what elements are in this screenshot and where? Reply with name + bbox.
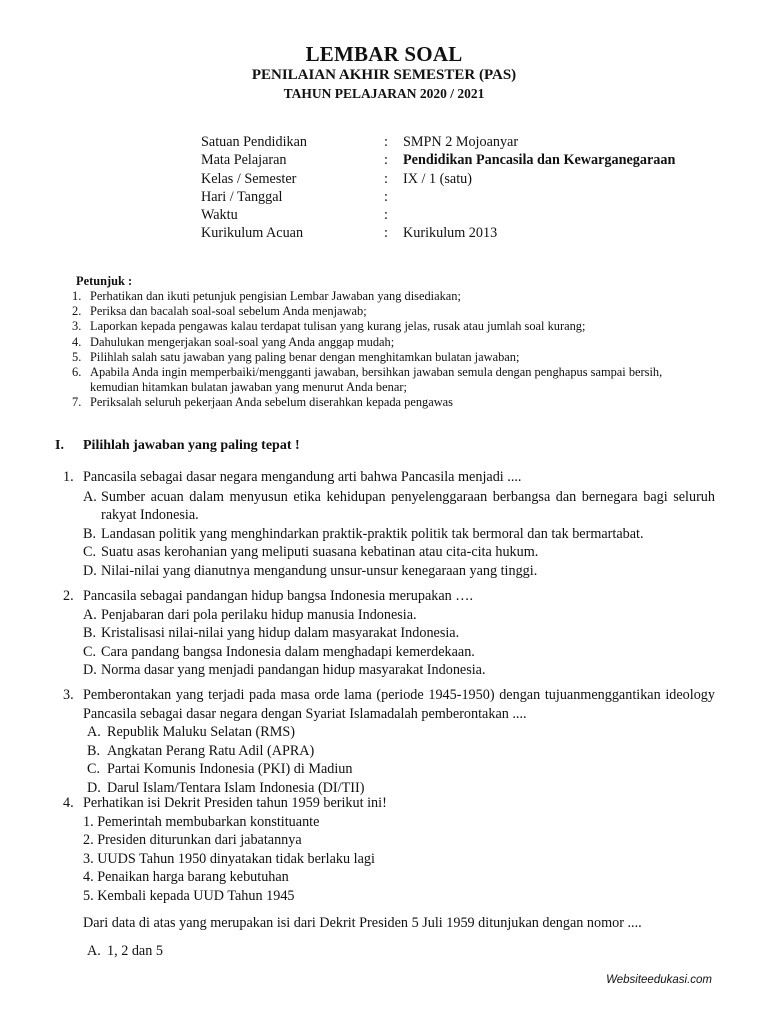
question-stem: 2. Pancasila sebagai pandangan hidup bangsa Indonesia merupakan …. bbox=[63, 588, 474, 604]
info-value: Kurikulum 2013 bbox=[403, 225, 498, 242]
list-item: 2. Presiden diturunkan dari jabatannya bbox=[83, 832, 302, 849]
question-stem: 1. Pancasila sebagai dasar negara mengandung arti bahwa Pancasila menjadi .... bbox=[63, 469, 522, 485]
list-item: 3. UUDS Tahun 1950 dinyatakan tidak berlaku lagi bbox=[83, 850, 375, 867]
question-stem: 3. Pemberontakan yang terjadi pada masa orde lama (periode 1945-1950) dengan tujuanmenggantikan ideology Pancasila sebagai dasar negara dengan Syariat Islamadalah pemberontakan .... bbox=[63, 687, 715, 722]
instructions-heading: Petunjuk : bbox=[76, 274, 133, 288]
instruction-item: 2. Periksa dan bacalah soal-soal sebelum Anda menjawab; bbox=[72, 304, 367, 319]
exam-info-table bbox=[201, 133, 741, 243]
question-prompt: Dari data di atas yang merupakan isi dari Dekrit Presiden 5 Juli 1959 ditunjukan dengan nomor .... bbox=[83, 914, 642, 931]
info-row-curriculum bbox=[201, 224, 741, 242]
question-2 bbox=[63, 587, 715, 680]
answer-option[interactable]: A. Penjabaran dari pola perilaku hidup manusia Indonesia. bbox=[83, 606, 417, 623]
section-numeral: I. bbox=[55, 438, 64, 453]
info-value: IX / 1 (satu) bbox=[403, 170, 472, 187]
info-colon: : bbox=[384, 188, 388, 205]
list-item: 4. Penaikan harga barang kebutuhan bbox=[83, 869, 289, 886]
info-value: SMPN 2 Mojoanyar bbox=[403, 134, 519, 150]
document-subtitle: PENILAIAN AKHIR SEMESTER (PAS) bbox=[251, 67, 517, 83]
section-heading bbox=[55, 438, 300, 454]
info-row-subject bbox=[201, 151, 741, 169]
question-stem: 4. Perhatikan isi Dekrit Presiden tahun 1959 berikut ini! bbox=[63, 795, 387, 811]
info-value: Pendidikan Pancasila dan Kewarganegaraan bbox=[403, 152, 676, 169]
instructions bbox=[70, 273, 730, 411]
answer-option[interactable]: C. Cara pandang bangsa Indonesia dalam menghadapi kemerdekaan. bbox=[83, 643, 475, 660]
instruction-item: 5. Pilihlah salah satu jawaban yang paling benar dengan menghitamkan bulatan jawaban; bbox=[72, 349, 520, 364]
info-label: Hari / Tanggal bbox=[201, 188, 283, 205]
instruction-item: 4. Dahulukan mengerjakan soal-soal yang Anda anggap mudah; bbox=[72, 334, 395, 349]
section-title: Pilihlah jawaban yang paling tepat ! bbox=[83, 438, 300, 453]
info-label: Waktu bbox=[201, 207, 238, 224]
academic-year: TAHUN PELAJARAN 2020 / 2021 bbox=[283, 86, 485, 101]
info-label: Mata Pelajaran bbox=[201, 152, 287, 169]
instruction-item: 7. Periksalah seluruh pekerjaan Anda sebelum diserahkan kepada pengawas bbox=[72, 395, 453, 410]
info-row-time bbox=[201, 206, 741, 224]
answer-option[interactable]: B. Landasan politik yang menghindarkan praktik-praktik politik tak bermoral dan tak bermartabat. bbox=[83, 525, 644, 542]
website-watermark: Websiteedukasi.com bbox=[606, 974, 712, 986]
answer-option[interactable]: C. Suatu asas kerohanian yang meliputi suasana kebatinan atau cita-cita hukum. bbox=[83, 544, 539, 561]
list-item: 5. Kembali kepada UUD Tahun 1945 bbox=[83, 887, 295, 904]
answer-option[interactable]: A. Republik Maluku Selatan (RMS) bbox=[87, 724, 295, 741]
answer-option[interactable]: A. 1, 2 dan 5 bbox=[87, 943, 163, 960]
answer-option[interactable]: D. Nilai-nilai yang dianutnya mengandung unsur-unsur kenegaraan yang tinggi. bbox=[83, 562, 538, 579]
list-item: 1. Pemerintah membubarkan konstituante bbox=[83, 813, 320, 830]
info-colon: : bbox=[384, 152, 388, 169]
answer-option[interactable]: D. Darul Islam/Tentara Islam Indonesia (DI/TII) bbox=[87, 779, 365, 796]
info-colon: : bbox=[384, 134, 388, 150]
info-row-class bbox=[201, 170, 741, 188]
info-label: Kurikulum Acuan bbox=[201, 225, 304, 242]
info-row-date bbox=[201, 188, 741, 206]
answer-option[interactable]: C. Partai Komunis Indonesia (PKI) di Madiun bbox=[87, 761, 353, 778]
info-label: Kelas / Semester bbox=[201, 170, 297, 187]
document-title: LEMBAR SOAL bbox=[305, 42, 463, 66]
instruction-item: 3. Laporkan kepada pengawas kalau terdapat tulisan yang kurang jelas, rusak atau jumlah soal kurang; bbox=[72, 319, 586, 334]
answer-option[interactable]: D. Norma dasar yang menjadi pandangan hidup masyarakat Indonesia. bbox=[83, 662, 486, 679]
instruction-item: 6. Apabila Anda ingin memperbaiki/mengganti jawaban, bersihkan jawaban semula dengan penghapus sampai bersih, kemudian hitamkan bulatan jawaban yang menurut Anda benar; bbox=[72, 365, 663, 395]
info-colon: : bbox=[384, 170, 388, 187]
info-colon: : bbox=[384, 207, 388, 224]
info-row-school bbox=[201, 133, 741, 151]
info-colon: : bbox=[384, 225, 388, 242]
question-4 bbox=[63, 794, 715, 961]
answer-option[interactable]: B. Kristalisasi nilai-nilai yang hidup dalam masyarakat Indonesia. bbox=[83, 625, 460, 642]
info-label: Satuan Pendidikan bbox=[201, 134, 307, 150]
instruction-item: 1. Perhatikan dan ikuti petunjuk pengisian Lembar Jawaban yang disediakan; bbox=[72, 289, 461, 303]
question-3 bbox=[63, 686, 715, 798]
answer-option[interactable]: B. Angkatan Perang Ratu Adil (APRA) bbox=[87, 742, 315, 759]
question-1 bbox=[63, 468, 715, 581]
answer-option[interactable]: A. Sumber acuan dalam menyusun etika kehidupan penyelenggaraan berbangsa dan bernegara bagi seluruh rakyat Indonesia. bbox=[83, 488, 715, 524]
